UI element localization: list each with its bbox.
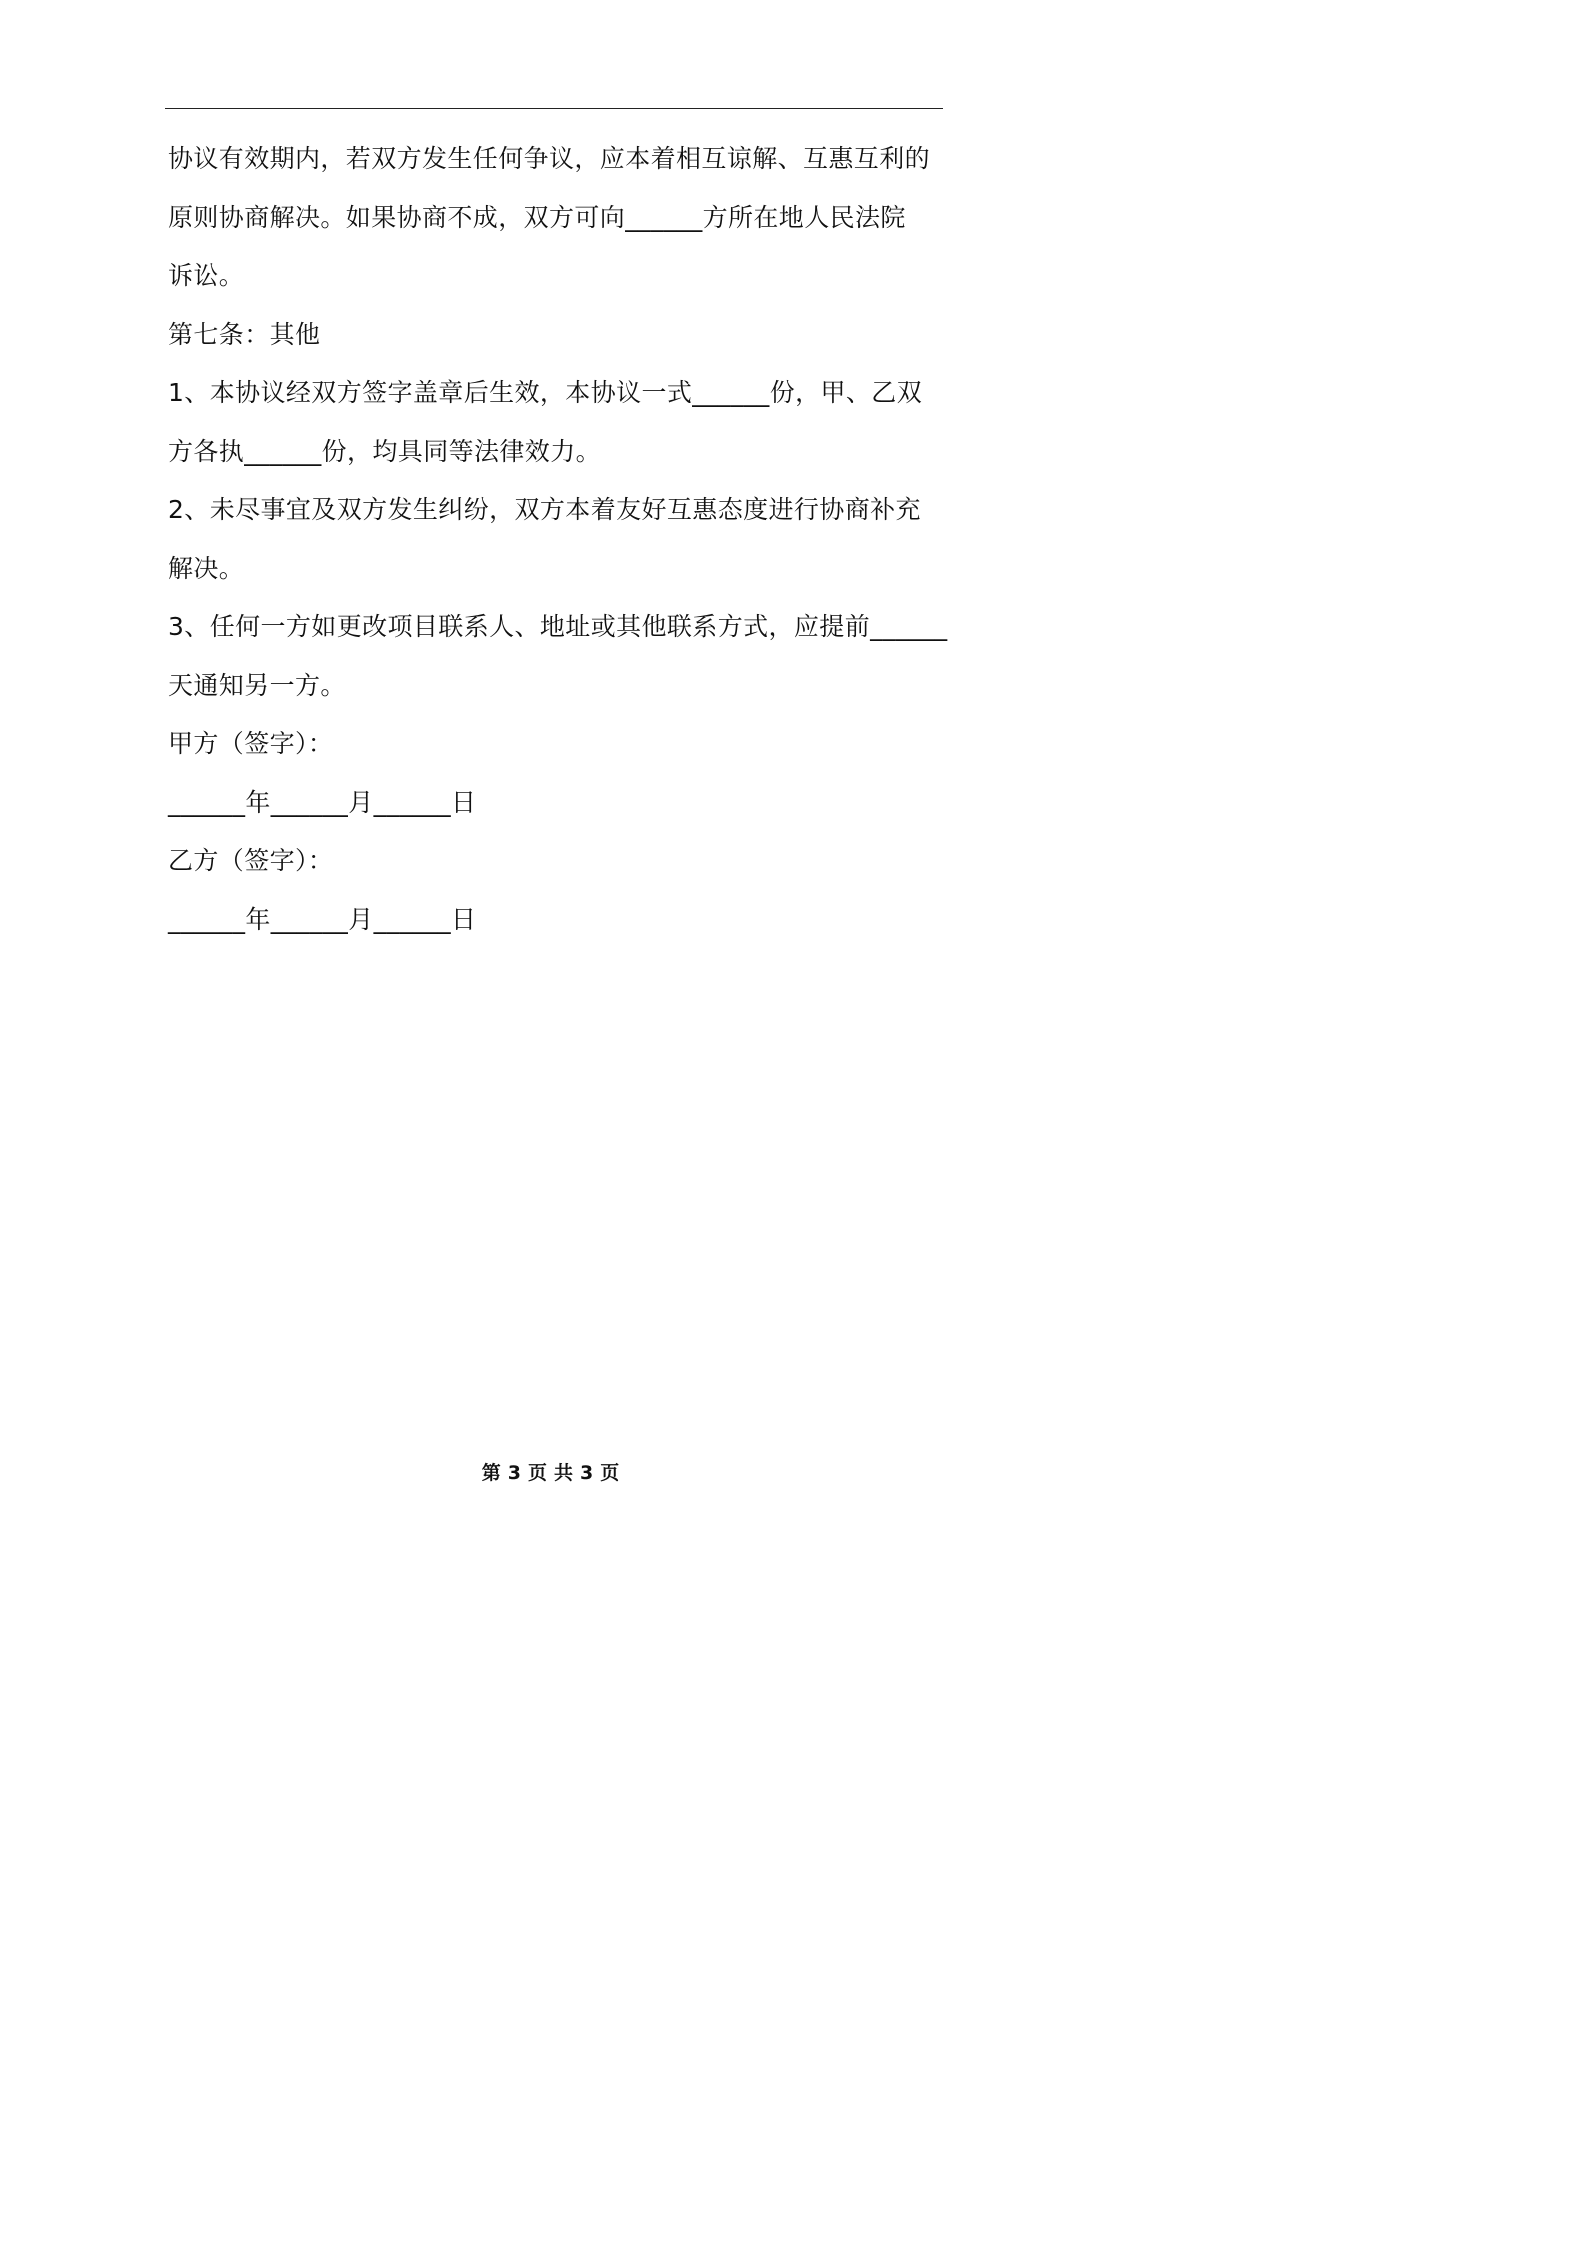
header-divider <box>165 108 943 109</box>
section-heading-article-7: 第七条：其他 <box>168 319 321 349</box>
clause-3-line-1: 3、任何一方如更改项目联系人、地址或其他联系方式，应提前______ <box>168 612 948 641</box>
footer-total-label: 共 <box>554 1462 575 1484</box>
clause-1-line-1: 1、本协议经双方签字盖章后生效，本协议一式______份，甲、乙双 <box>168 378 923 407</box>
text-line-dispute-2: 原则协商解决。如果协商不成，双方可向______方所在地人民法院 <box>168 202 906 232</box>
party-a-date-line: ______年______月______日 <box>168 787 477 817</box>
document-page <box>0 0 1102 1559</box>
footer-total-pages: 3 <box>580 1462 595 1484</box>
footer-page-label: 第 <box>481 1462 502 1484</box>
clause-2-line-1: 2、未尽事宜及双方发生纠纷，双方本着友好互惠态度进行协商补充 <box>168 495 921 524</box>
footer-page-word: 页 <box>527 1462 548 1484</box>
clause-2-line-2: 解决。 <box>168 553 245 583</box>
party-a-signature-label: 甲方（签字）： <box>168 729 334 758</box>
party-b-date-line: ______年______月______日 <box>168 904 477 934</box>
party-b-signature-label: 乙方（签字）： <box>168 846 334 875</box>
text-line-dispute-3: 诉讼。 <box>168 261 245 290</box>
page-footer <box>0 1458 1102 1485</box>
document-body <box>168 130 948 949</box>
footer-current-page: 3 <box>507 1462 522 1484</box>
footer-page-word-end: 页 <box>600 1462 621 1484</box>
clause-3-line-2: 天通知另一方。 <box>168 670 346 700</box>
clause-1-line-2: 方各执______份，均具同等法律效力。 <box>168 436 602 466</box>
text-line-dispute-1: 协议有效期内，若双方发生任何争议，应本着相互谅解、互惠互利的 <box>168 144 931 173</box>
